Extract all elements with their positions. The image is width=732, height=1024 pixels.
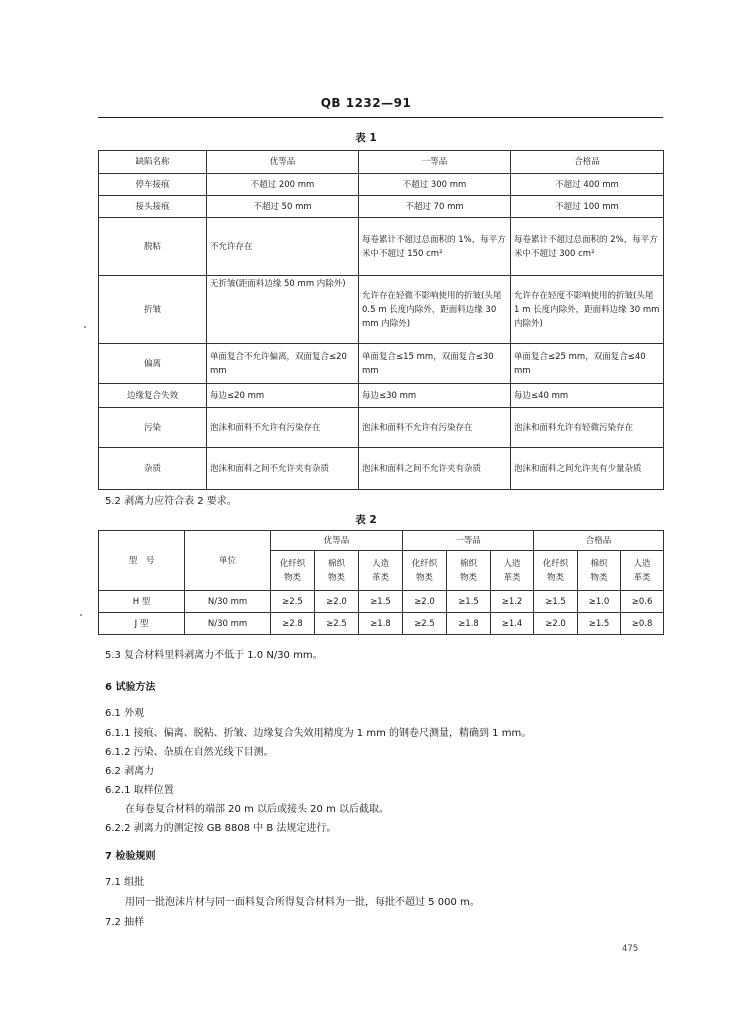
clause-7-1-body: 用同一批泡沫片材与同一面料复合所得复合材料为一批，每批不超过 5 000 m。	[125, 897, 480, 908]
value-cell: ≥1.2	[491, 591, 534, 613]
table1-caption: 表 1	[355, 132, 377, 144]
unit-cell: N/30 mm	[185, 613, 271, 635]
defect-name: 边缘复合失效	[99, 384, 207, 408]
material-subhead: 人造 革类	[359, 551, 403, 591]
table2-grade-first: 一等品	[403, 531, 534, 551]
defect-grade-table	[98, 150, 664, 490]
unit-cell: N/30 mm	[185, 591, 271, 613]
model-cell: J 型	[99, 613, 185, 635]
table1-header-qualified: 合格品	[511, 151, 664, 174]
clause-6-2-2: 6.2.2 剥离力的测定按 GB 8808 中 B 法规定进行。	[105, 823, 337, 834]
grade-cell: 每边≤40 mm	[511, 384, 664, 408]
grade-cell: 泡沫和面料允许有轻微污染存在	[511, 408, 664, 448]
value-cell: ≥2.0	[315, 591, 359, 613]
value-cell: ≥2.5	[315, 613, 359, 635]
page-header-standard-code: QB 1232—91	[320, 96, 412, 110]
table1-header-first: 一等品	[359, 151, 511, 174]
value-cell: ≥2.5	[403, 613, 447, 635]
section-6-heading: 6 试验方法	[105, 682, 156, 693]
table2-grade-qualified: 合格品	[534, 531, 664, 551]
grade-cell: 每边≤20 mm	[207, 384, 359, 408]
table-row	[99, 408, 664, 448]
scan-speck	[84, 326, 86, 328]
grade-cell: 泡沫和面料不允许有污染存在	[359, 408, 511, 448]
defect-name: 折皱	[99, 276, 207, 344]
table-row	[99, 448, 664, 490]
table2-grade-row	[99, 531, 664, 551]
model-cell: H 型	[99, 591, 185, 613]
clause-6-1-1: 6.1.1 接痕、偏离、脱粘、折皱、边缘复合失效用精度为 1 mm 的钢卷尺测量，精确到 1 mm。	[105, 728, 532, 739]
grade-cell: 泡沫和面料不允许有污染存在	[207, 408, 359, 448]
table2-grade-premium: 优等品	[271, 531, 403, 551]
table-row	[99, 174, 664, 196]
defect-name: 接头接痕	[99, 196, 207, 218]
value-cell: ≥1.5	[534, 591, 578, 613]
clause-6-2-1: 6.2.1 取样位置	[105, 785, 174, 796]
table-row	[99, 276, 664, 344]
clause-5-2: 5.2 剥离力应符合表 2 要求。	[105, 496, 237, 507]
material-subhead: 化纤织 物类	[534, 551, 578, 591]
grade-cell: 不超过 50 mm	[207, 196, 359, 218]
value-cell: ≥1.8	[359, 613, 403, 635]
value-cell: ≥2.0	[403, 591, 447, 613]
value-cell: ≥0.6	[621, 591, 664, 613]
grade-cell: 不超过 70 mm	[359, 196, 511, 218]
clause-7-2: 7.2 抽样	[105, 917, 145, 928]
grade-cell: 泡沫和面料之间不允许夹有杂质	[207, 448, 359, 490]
table-row	[99, 613, 664, 635]
grade-cell: 每卷累计不超过总面积的 1%，每平方米中不超过 150 cm²	[359, 218, 511, 276]
grade-cell: 允许存在轻微不影响使用的折皱(头尾 0.5 m 长度内除外，距面料边缘 30 mm 内除外)	[359, 276, 511, 344]
value-cell: ≥1.0	[578, 591, 621, 613]
material-subhead: 化纤织 物类	[403, 551, 447, 591]
value-cell: ≥1.4	[491, 613, 534, 635]
grade-cell: 不超过 100 mm	[511, 196, 664, 218]
page-number: 475	[622, 944, 639, 954]
grade-cell: 单面复合≤25 mm，双面复合≤40 mm	[511, 344, 664, 384]
grade-cell: 不超过 300 mm	[359, 174, 511, 196]
material-subhead: 棉织 物类	[315, 551, 359, 591]
defect-name: 偏离	[99, 344, 207, 384]
defect-name: 杂质	[99, 448, 207, 490]
table1-header-premium: 优等品	[207, 151, 359, 174]
grade-cell: 不超过 200 mm	[207, 174, 359, 196]
material-subhead: 化纤织 物类	[271, 551, 315, 591]
value-cell: ≥2.8	[271, 613, 315, 635]
value-cell: ≥2.5	[271, 591, 315, 613]
table-row	[99, 218, 664, 276]
clause-6-2: 6.2 剥离力	[105, 766, 155, 777]
section-7-heading: 7 检验规则	[105, 851, 156, 862]
clause-6-1: 6.1 外观	[105, 708, 145, 719]
table1-header-row	[99, 151, 664, 174]
grade-cell: 不允许存在	[207, 218, 359, 276]
clause-7-1: 7.1 组批	[105, 877, 145, 888]
grade-cell: 单面复合不允许偏离，双面复合≤20 mm	[207, 344, 359, 384]
peel-force-table	[98, 530, 664, 635]
value-cell: ≥0.8	[621, 613, 664, 635]
material-subhead: 棉织 物类	[447, 551, 491, 591]
material-subhead: 人造 革类	[621, 551, 664, 591]
material-subhead: 人造 革类	[491, 551, 534, 591]
grade-cell: 不超过 400 mm	[511, 174, 664, 196]
grade-cell: 泡沫和面料之间不允许夹有杂质	[359, 448, 511, 490]
value-cell: ≥2.0	[534, 613, 578, 635]
header-rule	[98, 117, 663, 118]
value-cell: ≥1.5	[447, 591, 491, 613]
table-row	[99, 591, 664, 613]
defect-name: 污染	[99, 408, 207, 448]
scan-speck	[80, 614, 82, 616]
grade-cell: 每边≤30 mm	[359, 384, 511, 408]
defect-name: 脱粘	[99, 218, 207, 276]
value-cell: ≥1.8	[447, 613, 491, 635]
value-cell: ≥1.5	[578, 613, 621, 635]
table-row	[99, 196, 664, 218]
table2-header-unit: 单位	[185, 531, 271, 591]
table-row	[99, 344, 664, 384]
table2-caption: 表 2	[355, 514, 377, 526]
clause-5-3: 5.3 复合材料里料剥离力不低于 1.0 N/30 mm。	[105, 650, 323, 661]
clause-6-2-1-body: 在每卷复合材料的端部 20 m 以后或接头 20 m 以后截取。	[125, 804, 390, 815]
table-row	[99, 384, 664, 408]
clause-6-1-2: 6.1.2 污染、杂质在自然光线下目测。	[105, 747, 274, 758]
grade-cell: 单面复合≤15 mm，双面复合≤30 mm	[359, 344, 511, 384]
grade-cell: 允许存在轻度不影响使用的折皱(头尾 1 m 长度内除外，距面料边缘 30 mm 内除外)	[511, 276, 664, 344]
table1-header-defect: 缺陷名称	[99, 151, 207, 174]
grade-cell: 无折皱(距面料边缘 50 mm 内除外)	[207, 276, 359, 344]
value-cell: ≥1.5	[359, 591, 403, 613]
grade-cell: 每卷累计不超过总面积的 2%，每平方米中不超过 300 cm²	[511, 218, 664, 276]
defect-name: 停车接痕	[99, 174, 207, 196]
grade-cell: 泡沫和面料之间允许夹有少量杂质	[511, 448, 664, 490]
table2-header-model: 型 号	[99, 531, 185, 591]
material-subhead: 棉织 物类	[578, 551, 621, 591]
